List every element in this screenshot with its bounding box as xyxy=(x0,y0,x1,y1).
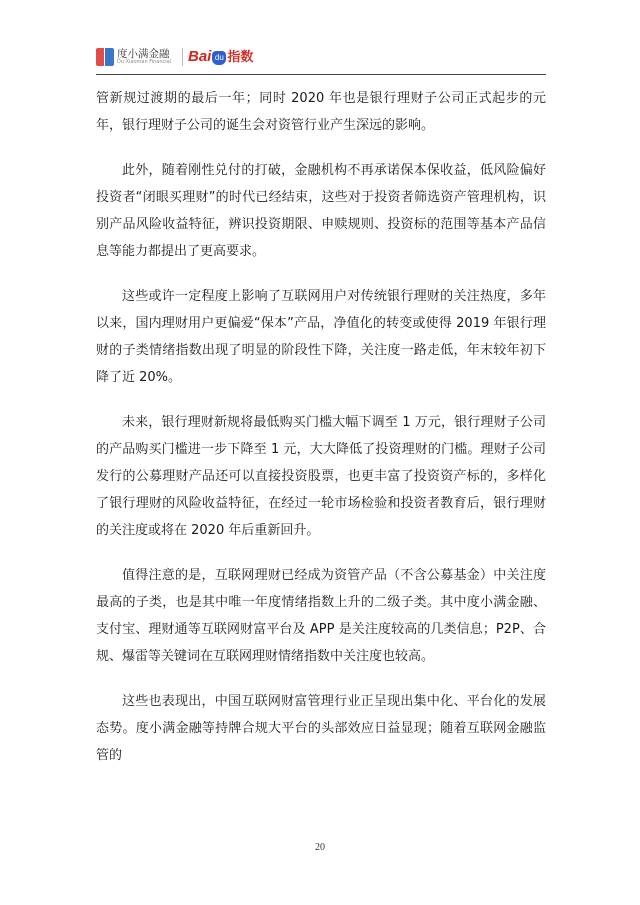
paragraph-1: 管新规过渡期的最后一年；同时 2020 年也是银行理财子公司正式起步的元年，银行理财子公司的诞生会对资管行业产生深远的影响。 xyxy=(96,91,546,133)
paragraph-6: 这些也表现出，中国互联网财富管理行业正呈现出集中化、平台化的发展态势。度小满金融等持牌合规大平台的头部效应日益显现；随着互联网金融监管的 xyxy=(96,694,546,763)
header-rule xyxy=(96,74,546,75)
duxiaoman-logo xyxy=(96,46,178,70)
paragraph-3: 这些或许一定程度上影响了互联网用户对传统银行理财的关注热度，多年以来，国内理财用户更偏爱“保本”产品，净值化的转变或使得 2019 年银行理财的子类情绪指数出现了明显的阶段性下降，关注度一路走低，年末较年初下降了近 20%。 xyxy=(96,289,546,385)
baidu-paw-icon: du xyxy=(212,51,226,65)
duxiaoman-logo-subtext: Du Xiaoman Financial xyxy=(117,59,172,65)
page-header xyxy=(96,40,546,74)
paragraph-5: 值得注意的是，互联网理财已经成为资管产品（不含公募基金）中关注度最高的子类，也是其中唯一年度情绪指数上升的二级子类。其中度小满金融、支付宝、理财通等互联网财富平台及 APP 是关注度较高的几类信息；P2P、合规、爆雷等关键词在互联网理财情绪指数中关注度也较高。 xyxy=(96,568,546,664)
body-text xyxy=(96,85,546,769)
logo-divider xyxy=(182,48,183,66)
paragraph-4: 未来，银行理财新规将最低购买门槛大幅下调至 1 万元，银行理财子公司的产品购买门槛进一步下降至 1 元，大大降低了投资理财的门槛。理财子公司发行的公募理财产品还可以直接投资股票，也更丰富了投资资产标的，多样化了银行理财的风险收益特征，在经过一轮市场检验和投资者教育后，银行理财的关注度或将在 2020 年后重新回升。 xyxy=(96,415,546,538)
paragraph-2: 此外，随着刚性兑付的打破，金融机构不再承诺保本保收益，低风险偏好投资者“闭眼买理财”的时代已经结束，这些对于投资者筛选资产管理机构，识别产品风险收益特征，辨识投资期限、申赎规则、投资标的范围等基本产品信息等能力都提出了更高要求。 xyxy=(96,163,546,259)
page-number: 20 xyxy=(315,842,325,853)
index-logo-text: 指数 xyxy=(227,49,254,64)
duxiaoman-logo-text: 度小满金融 xyxy=(117,48,170,60)
baidu-index-logo xyxy=(188,46,253,68)
baidu-logo-text: Bai xyxy=(188,48,212,65)
duxiaoman-logo-icon xyxy=(96,48,114,66)
